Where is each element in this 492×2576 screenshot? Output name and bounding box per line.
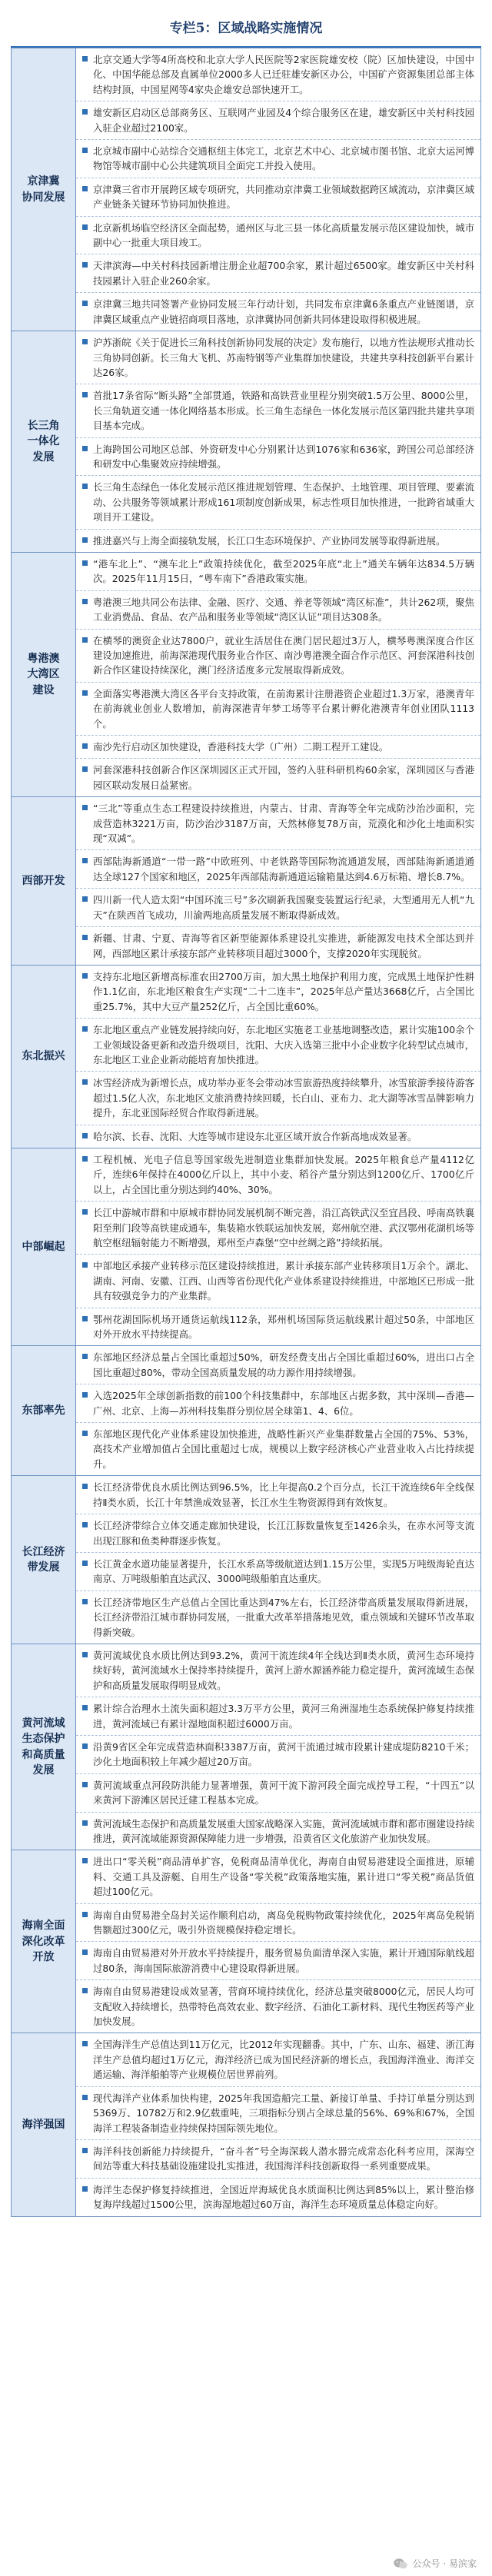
square-bullet-icon	[82, 1156, 88, 1162]
square-bullet-icon	[82, 1026, 88, 1032]
item-text: “港车北上”、“澳车北上”政策持续优化，截至2025年底“北上”通关车辆年达834.5万辆次。2025年11月15日，“粤车南下”香港政策实施。	[93, 557, 474, 585]
square-bullet-icon	[82, 301, 88, 306]
square-bullet-icon	[82, 690, 88, 696]
square-bullet-icon	[82, 935, 88, 940]
list-item	[76, 1942, 480, 1980]
list-item	[76, 384, 480, 437]
square-bullet-icon	[82, 446, 88, 451]
square-bullet-icon	[82, 2095, 88, 2100]
section-row	[12, 1345, 480, 1475]
square-bullet-icon	[82, 224, 88, 230]
section-label: 京津冀 协同发展	[12, 48, 76, 331]
item-text: 支持东北地区新增高标准农田2700万亩，加大黑土地保护利用力度，完成黑土地保护性耕作1.1亿亩，东北地区粮食生产实现“二十二连丰”，2025年总产量达3668亿斤，占全国比重25.7%，其中大豆产量252亿斤，占全国比重60%。	[93, 970, 474, 1012]
square-bullet-icon	[82, 1209, 88, 1215]
item-text: 入选2025年全球创新指数的前100个科技集群中，东部地区占据多数，其中深圳—香港—广州、北京、上海—苏州科技集群分别位居全球第1、4、6位。	[93, 1390, 474, 1417]
item-text: 全面落实粤港澳大湾区各平台支持政策，在前海累计注册港资企业超过1.3万家，港澳青年在前海就业创业人数增加，前海深港青年梦工场等平台累计孵化港澳青年创业团队1113个。	[93, 687, 474, 730]
item-text: 进出口“零关税”商品清单扩容，免税商品清单优化，海南自由贸易港建设全面推进，原辅料、交通工具及游艇、自用生产设备“零关税”政策落地实施，累计进口“零关税”商品货值超过100亿元。	[93, 1856, 474, 1898]
square-bullet-icon	[82, 1949, 88, 1955]
section-row	[12, 1475, 480, 1644]
item-text: 海南自由贸易港建设成效显著，营商环境持续优化，经济总量突破8000亿元，居民人均可支配收入持续增长，热带特色高效农业、数字经济、石油化工新材料、现代生物医药等产业加快发展。	[93, 1986, 474, 2028]
list-item	[76, 476, 480, 529]
list-item	[76, 1904, 480, 1943]
square-bullet-icon	[82, 1599, 88, 1604]
item-text: 北京新机场临空经济区全面起势，通州区与北三县一体化高质量发展示范区建设加快，城市副中心一批重大项目竣工。	[93, 221, 474, 249]
item-text: 新疆、甘肃、宁夏、青海等省区新型能源体系建设扎实推进，新能源发电技术全部达到并网，西部地区累计承接东部产业转移项目超过3000个，支撑2020年实现脱贫。	[93, 932, 474, 959]
list-item	[76, 553, 480, 591]
square-bullet-icon	[82, 2041, 88, 2046]
square-bullet-icon	[82, 1079, 88, 1085]
square-bullet-icon	[82, 2186, 88, 2192]
square-bullet-icon	[82, 766, 88, 772]
square-bullet-icon	[82, 1820, 88, 1826]
square-bullet-icon	[82, 805, 88, 810]
section-row	[12, 965, 480, 1148]
list-item	[76, 1019, 480, 1072]
square-bullet-icon	[82, 1392, 88, 1398]
list-item	[76, 1774, 480, 1813]
list-item	[76, 140, 480, 178]
square-bullet-icon	[82, 896, 88, 902]
section-items	[76, 1476, 480, 1644]
list-item	[76, 217, 480, 255]
item-text: 东部地区经济总量占全国比重超过50%，研发经费支出占全国比重超过60%，进出口占全国比重超过80%，带动全国高质量发展的动力源作用持续增强。	[93, 1351, 474, 1378]
list-item	[76, 1255, 480, 1308]
section-items	[76, 797, 480, 965]
square-bullet-icon	[82, 56, 88, 61]
item-text: 雄安新区启动区总部商务区、互联网产业园及4个综合服务区在建，雄安新区中关村科技园入驻企业超过2100家。	[93, 107, 474, 134]
square-bullet-icon	[82, 1912, 88, 1917]
section-label: 海南全面 深化改革 开放	[12, 1850, 76, 2033]
square-bullet-icon	[82, 148, 88, 153]
square-bullet-icon	[82, 392, 88, 397]
item-text: 哈尔滨、长春、沈阳、大连等城市建设东北亚区域开放合作新高地成效显著。	[93, 1130, 417, 1142]
list-item	[76, 254, 480, 293]
square-bullet-icon	[82, 537, 88, 543]
list-item	[76, 101, 480, 140]
section-row	[12, 2033, 480, 2215]
list-item	[76, 1697, 480, 1736]
square-bullet-icon	[82, 1743, 88, 1749]
section-items	[76, 48, 480, 331]
item-text: 在横琴的澳资企业达7800户，就业生活居住在澳门居民超过3万人，横琴粤澳深度合作区建设加速推进，前海深港现代服务业合作区、南沙粤港澳全面合作示范区、河套深港科技创新合作区建设持续深化，澳门经济适度多元发展取得新成效。	[93, 634, 474, 676]
item-text: 上海跨国公司地区总部、外资研发中心分别累计达到1076家和636家，跨国公司总部经济和研发中心集聚效应持续增强。	[93, 443, 474, 470]
list-item	[76, 2140, 480, 2179]
list-item	[76, 1125, 480, 1148]
item-text: 东部地区现代化产业体系建设加快推进，战略性新兴产业集群数量占全国的75%、53%，高技术产业增加值占全国比重超过七成，规模以上数字经济核心产业营业收入占比持续提升。	[93, 1428, 474, 1470]
section-label: 长三角 一体化 发展	[12, 331, 76, 552]
section-label: 东北振兴	[12, 966, 76, 1148]
section-items	[76, 1148, 480, 1345]
item-text: 海南自由贸易港对外开放水平持续提升，服务贸易负面清单深入实施，累计开通国际航线超过80条，海南国际旅游消费中心建设取得新进展。	[93, 1947, 474, 1974]
list-item	[76, 1644, 480, 1697]
square-bullet-icon	[82, 1652, 88, 1657]
square-bullet-icon	[82, 1354, 88, 1359]
section-row	[12, 1850, 480, 2033]
list-item	[76, 331, 480, 384]
item-text: 现代海洋产业体系加快构建，2025年我国造船完工量、新接订单量、手持订单量分别达到5369万、10782万和2.9亿载重吨，三项指标分别占全球总量的56%、69%和67%，全国海洋工程装备制造业持续保持国际领先地位。	[93, 2092, 474, 2134]
list-item	[76, 1308, 480, 1346]
list-item	[76, 736, 480, 759]
section-items	[76, 331, 480, 552]
section-label: 海洋强国	[12, 2033, 76, 2215]
section-items	[76, 2033, 480, 2215]
item-text: 中部地区承接产业转移示范区建设持续推进，累计承接东部产业转移项目1万余个。湖北、湖南、河南、安徽、江西、山西等省份现代化产业体系建设持续推进，中部地区已形成一批具有较强竞争力的产业集群。	[93, 1260, 474, 1302]
section-label: 中部崛起	[12, 1148, 76, 1345]
section-items	[76, 1850, 480, 2033]
item-text: 西部陆海新通道“一带一路”中欧班列、中老铁路等国际物流通道发展，西部陆海新通道通达全球127个国家和地区，2025年西部陆海新通道运输箱量达到4.6万标箱、增长8.7%。	[93, 856, 474, 882]
item-text: 黄河流域重点河段防洪能力显著增强，黄河干流下游河段全面完成控导工程，“十四五”以来黄河下游滩区居民迁建工程基本完成。	[93, 1779, 474, 1807]
list-item	[76, 966, 480, 1019]
square-bullet-icon	[82, 1705, 88, 1710]
item-text: 海洋科技创新能力持续提升，“奋斗者”号全海深载人潜水器完成常态化科考应用，深海空间站等重大科技基础设施建设扎实推进，我国海洋科技创新取得一系列重要成果。	[93, 2145, 474, 2172]
list-item	[76, 1736, 480, 1774]
list-item	[76, 1553, 480, 1591]
square-bullet-icon	[82, 1316, 88, 1321]
list-item	[76, 1591, 480, 1644]
section-row	[12, 1644, 480, 1850]
square-bullet-icon	[82, 637, 88, 643]
list-item	[76, 927, 480, 965]
item-text: 首批17条省际“断头路”全部贯通，铁路和高铁营业里程分别突破1.5万公里、8000公里，长三角轨道交通一体化网络基本形成。长三角生态绿色一体化发展示范区第四批共建共享项目基本完成。	[93, 390, 474, 432]
item-text: 天津滨海—中关村科技园新增注册企业超700余家，累计超过6500家。雄安新区中关村科技园累计入驻企业260余家。	[93, 260, 474, 287]
list-item	[76, 630, 480, 683]
item-text: 四川新一代人造太阳“中国环流三号”多次刷新我国聚变装置运行纪录，大型通用无人机“九天”在陕西首飞成功，川渝两地高质量发展不断取得新成效。	[93, 894, 474, 921]
list-item	[76, 591, 480, 630]
item-text: 北京城市副中心站综合交通枢纽主体完工，北京艺术中心、北京城市图书馆、北京大运河博物馆等城市副中心公共建筑项目全面完工并投入使用。	[93, 145, 474, 172]
item-text: 长江经济带优良水质比例达到96.5%，比上年提高0.2个百分点，长江干流连续6年全线保持Ⅱ类水质，长江十年禁渔成效显著，长江水生生物资源得到有效恢复。	[93, 1481, 474, 1508]
item-text: 粤港澳三地共同公布法律、金融、医疗、交通、养老等领域“湾区标准”，共计262项，聚焦工业消费品、食品、农产品和服务业等领域“湾区认证”项目达308条。	[93, 596, 474, 623]
footer	[393, 2557, 477, 2570]
list-item	[76, 438, 480, 477]
item-text: 长江经济带地区生产总值占全国比重达到47%左右，长江经济带高质量发展取得新进展，长江经济带沿江城市群协同发展，一批重大改革举措落地见效，重点领域和关键环节改革取得新突破。	[93, 1596, 474, 1638]
list-item	[76, 2087, 480, 2140]
section-row	[12, 48, 480, 331]
list-item	[76, 1514, 480, 1553]
list-item	[76, 1202, 480, 1255]
list-item	[76, 850, 480, 889]
square-bullet-icon	[82, 973, 88, 979]
section-label: 长江经济 带发展	[12, 1476, 76, 1644]
list-item	[76, 889, 480, 927]
section-row	[12, 331, 480, 552]
footer-text: 公众号 · 易滨家	[412, 2558, 477, 2569]
section-items	[76, 966, 480, 1148]
item-text: 长江中游城市群和中原城市群协同发展机制不断完善，沿江高铁武汉至宜昌段、呼南高铁襄阳至荆门段等高铁建成通车，集装箱水铁联运加快发展，郑州航空港、武汉鄂州花湖机场等航空枢纽辐射能力不断增强，郑州至卢森堡“空中丝绸之路”持续拓展。	[93, 1207, 474, 1248]
list-item	[76, 178, 480, 217]
section-items	[76, 1644, 480, 1850]
list-item	[76, 530, 480, 552]
list-item	[76, 1423, 480, 1475]
section-label: 西部开发	[12, 797, 76, 965]
list-item	[76, 2179, 480, 2216]
item-text: 鄂州花湖国际机场开通货运航线112条，郑州机场国际货运航线累计超过50条，中部地区对外开放水平持续提高。	[93, 1313, 474, 1341]
square-bullet-icon	[82, 858, 88, 863]
item-text: 工程机械、光电子信息等国家级先进制造业集群加快发展。2025年粮食总产量4112亿斤，连续6年保持在4000亿斤以上，其中小麦、稻谷产量分别达到1200亿斤、1700亿斤以上，占全国比重分别达到约40%、30%。	[93, 1153, 474, 1195]
list-item	[76, 683, 480, 736]
section-items	[76, 1346, 480, 1475]
wechat-icon	[393, 2558, 408, 2570]
square-bullet-icon	[82, 743, 88, 749]
list-item	[76, 48, 480, 101]
item-text: 累计综合治理水土流失面积超过3.3万平方公里，黄河三角洲湿地生态系统保护修复持续推进，黄河流域已有累计湿地面积超过6000万亩。	[93, 1703, 474, 1730]
list-item	[76, 1813, 480, 1850]
item-text: “三北”等重点生态工程建设持续推进，内蒙古、甘肃、青海等全年完成防沙治沙面积，完成营造林3221万亩，防沙治沙3187万亩，天然林修复78万亩，荒漠化和沙化土地面积实现“双减”。	[93, 803, 474, 845]
item-text: 河套深港科技创新合作区深圳园区正式开园，签约入驻科研机构60余家，深圳园区与香港园区联动发展日益紧密。	[93, 764, 474, 791]
list-item	[76, 293, 480, 331]
item-text: 东北地区重点产业链发展持续向好，东北地区实施老工业基地调整改造，累计实施100余个工业领域设备更新和改造升级项目，沈阳、大庆入选第三批中小企业数字化转型试点城市，东北地区工业企业新动能培育加快推进。	[93, 1024, 474, 1065]
item-text: 南沙先行启动区加快建设，香港科技大学（广州）二期工程开工建设。	[93, 741, 389, 753]
item-text: 海南自由贸易港全岛封关运作顺利启动，离岛免税购物政策持续优化，2025年离岛免税销售额超过300亿元，吸引外资规模保持稳定增长。	[93, 1909, 474, 1936]
square-bullet-icon	[82, 484, 88, 489]
list-item	[76, 1476, 480, 1514]
list-item	[76, 797, 480, 850]
square-bullet-icon	[82, 560, 88, 566]
list-item	[76, 1384, 480, 1423]
section-items	[76, 553, 480, 796]
square-bullet-icon	[82, 262, 88, 268]
item-text: 黄河流域优良水质比例达到93.2%，黄河干流连续4年全线达到Ⅱ类水质，黄河生态环境持续好转，黄河流域水土保持率持续提升，黄河上游水源涵养能力稳定提升，黄河流域生态保护和高质量发展取得明显成效。	[93, 1649, 474, 1691]
item-text: 京津冀三地共同签署产业协同发展三年行动计划，共同发布京津冀6条重点产业链图谱，京津冀区域重点产业链招商项目落地，京津冀协同创新共同体建设取得积极进展。	[93, 298, 474, 325]
item-text: 北京交通大学等4所高校和北京大学人民医院等2家医院雄安校（院）区加快建设，中国中化、中国华能总部及直属单位2000多人已迁驻雄安新区办公，中国矿产资源集团总部主体结构封顶，中国星网等4家央企雄安总部快速开工。	[93, 54, 474, 95]
item-text: 全国海洋生产总值达到11万亿元，比2012年实现翻番。其中，广东、山东、福建、浙江海洋生产总值均超过1万亿元，海洋经济已成为国民经济新的增长点，我国海洋渔业、海洋交通运输、海洋船舶等产业规模位居世界前列。	[93, 2039, 474, 2081]
section-label: 黄河流域 生态保护 和高质量 发展	[12, 1644, 76, 1850]
list-item	[76, 1346, 480, 1384]
list-item	[76, 1850, 480, 1903]
section-label: 粤港澳 大湾区 建设	[12, 553, 76, 796]
item-text: 长三角生态绿色一体化发展示范区推进规划管理、生态保护、土地管理、项目管理、要素流动、公共服务等领域累计形成161项制度创新成果，标志性项目加快推进，一批跨省域重大项目开工建设。	[93, 481, 474, 524]
section-row	[12, 796, 480, 965]
square-bullet-icon	[82, 599, 88, 604]
list-item	[76, 2033, 480, 2086]
item-text: 长江黄金水道功能显著提升，长江水系高等级航道达到1.15万公里，实现5万吨级海轮直达南京、万吨级船舶直达武汉、3000吨级船舶直达重庆。	[93, 1557, 474, 1585]
square-bullet-icon	[82, 1262, 88, 1268]
title-band	[11, 6, 481, 48]
item-text: 冰雪经济成为新增长点，成功举办亚冬会带动冰雪旅游热度持续攀升，冰雪旅游季接待游客超过1.5亿人次，东北地区文旅消费持续回暖，长白山、亚布力、北大湖等冰雪品牌影响力提升，东北亚国际经贸合作取得新进展。	[93, 1077, 474, 1119]
square-bullet-icon	[82, 1522, 88, 1527]
list-item	[76, 1072, 480, 1125]
square-bullet-icon	[82, 1431, 88, 1436]
section-label: 东部率先	[12, 1346, 76, 1475]
square-bullet-icon	[82, 1484, 88, 1489]
list-item	[76, 759, 480, 796]
square-bullet-icon	[82, 1988, 88, 1993]
square-bullet-icon	[82, 1782, 88, 1787]
list-item	[76, 1980, 480, 2033]
page-title: 专栏5：区域战略实施情况	[169, 20, 323, 36]
section-row	[12, 552, 480, 796]
square-bullet-icon	[82, 109, 88, 115]
item-text: 推进嘉兴与上海全面接轨发展，长江口生态环境保护、产业协同发展等取得新进展。	[93, 534, 446, 547]
list-item	[76, 1148, 480, 1202]
square-bullet-icon	[82, 186, 88, 191]
item-text: 沪苏浙皖《关于促进长三角科技创新协同发展的决定》发布施行，以地方性法规形式推动长三角协同创新。长三角大飞机、苏南特钢等产业集群加快建设，共建共享科技创新平台累计达26家。	[93, 337, 474, 378]
square-bullet-icon	[82, 1133, 88, 1138]
section-row	[12, 1148, 480, 1345]
item-text: 沿黄9省区全年完成营造林面积3387万亩，黄河干流通过城市段累计建成堤防8210千米；沙化土地面积较上年减少超过20万亩。	[93, 1740, 474, 1768]
square-bullet-icon	[82, 1858, 88, 1863]
item-text: 京津冀三省市开展跨区域专项研究，共同推动京津冀工业领域数据跨区域流动，京津冀区域产业链条关键环节协同加快推进。	[93, 183, 474, 211]
item-text: 黄河流域生态保护和高质量发展重大国家战略深入实施，黄河流域城市群和都市圈建设持续推进，黄河流域能源资源保障能力进一步增强，沿黄省区文化旅游产业加快发展。	[93, 1817, 474, 1844]
square-bullet-icon	[82, 339, 88, 344]
strategy-table	[11, 48, 481, 2217]
item-text: 长江经济带综合立体交通走廊加快建设，长江江豚数量恢复至1426余头，在赤水河等支流出现江豚和鱼类种群逐步恢复。	[93, 1520, 474, 1547]
square-bullet-icon	[82, 2148, 88, 2153]
square-bullet-icon	[82, 1561, 88, 1566]
item-text: 海洋生态保护修复持续推进，全国近岸海域优良水质面积比例达到85%以上，累计整治修复海岸线超过1500公里，滨海湿地超过60万亩，海洋生态环境质量总体稳定向好。	[93, 2183, 474, 2211]
